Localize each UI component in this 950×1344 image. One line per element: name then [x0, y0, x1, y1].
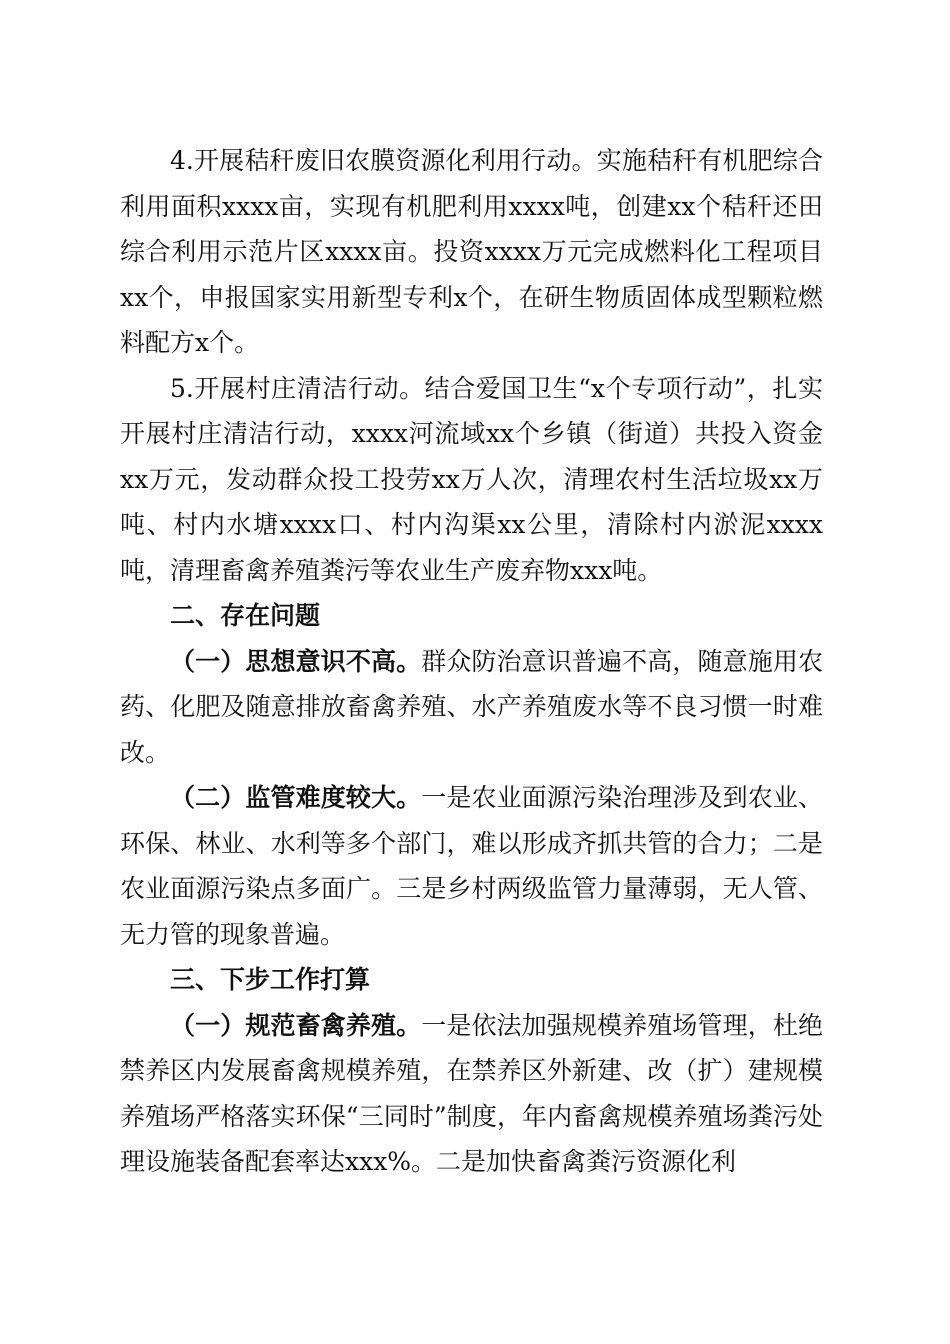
plan-item-text: 一是依法加强规模养殖场管理，杜绝禁养区内发展畜禽规模养殖，在禁养区外新建、改（扩）建规模养殖场严格落实环保“三同时”制度，年内畜禽规模养殖场粪污处理设施装备配套率达xxx%。二是加快畜禽粪污资源化利 [120, 1010, 823, 1176]
paragraph-item-4 [120, 138, 823, 366]
plan-item-title: （一）规范畜禽养殖。 [170, 1010, 422, 1040]
problem-item-1 [120, 639, 823, 776]
section-heading-problems: 二、存在问题 [170, 601, 321, 630]
plan-item-1 [120, 1003, 823, 1185]
paragraph-text: 5.开展村庄清洁行动。结合爱国卫生“x个专项行动”，扎实开展村庄清洁行动，xxxx河流域xx个乡镇（街道）共投入资金xx万元，发动群众投工投劳xx万人次，清理农村生活垃圾xx万吨、村内水塘xxxx口、村内沟渠xx公里，清除村内淤泥xxxx吨，清理畜禽养殖粪污等农业生产废弃物xxx吨。 [120, 373, 823, 585]
problem-item-title: （一）思想意识不高。 [170, 646, 422, 676]
document-body [120, 138, 823, 1185]
section-heading-next-steps: 三、下步工作打算 [170, 965, 371, 994]
paragraph-text: 4.开展秸秆废旧农膜资源化利用行动。实施秸秆有机肥综合利用面积xxxx亩，实现有机肥利用xxxx吨，创建xx个秸秆还田综合利用示范片区xxxx亩。投资xxxx万元完成燃料化工程项目xx个，申报国家实用新型专利x个，在研生物质固体成型颗粒燃料配方x个。 [120, 146, 823, 357]
problem-item-2 [120, 775, 823, 957]
problem-item-title: （二）监管难度较大。 [170, 783, 422, 812]
paragraph-item-5 [120, 366, 823, 594]
problem-item-text: 一是农业面源污染治理涉及到农业、环保、林业、水利等多个部门，难以形成齐抓共管的合力；二是农业面源污染点多面广。三是乡村两级监管力量薄弱，无人管、无力管的现象普遍。 [120, 783, 823, 949]
problem-item-text: 群众防治意识普遍不高，随意施用农药、化肥及随意排放畜禽养殖、水产养殖废水等不良习惯一时难改。 [120, 646, 823, 767]
